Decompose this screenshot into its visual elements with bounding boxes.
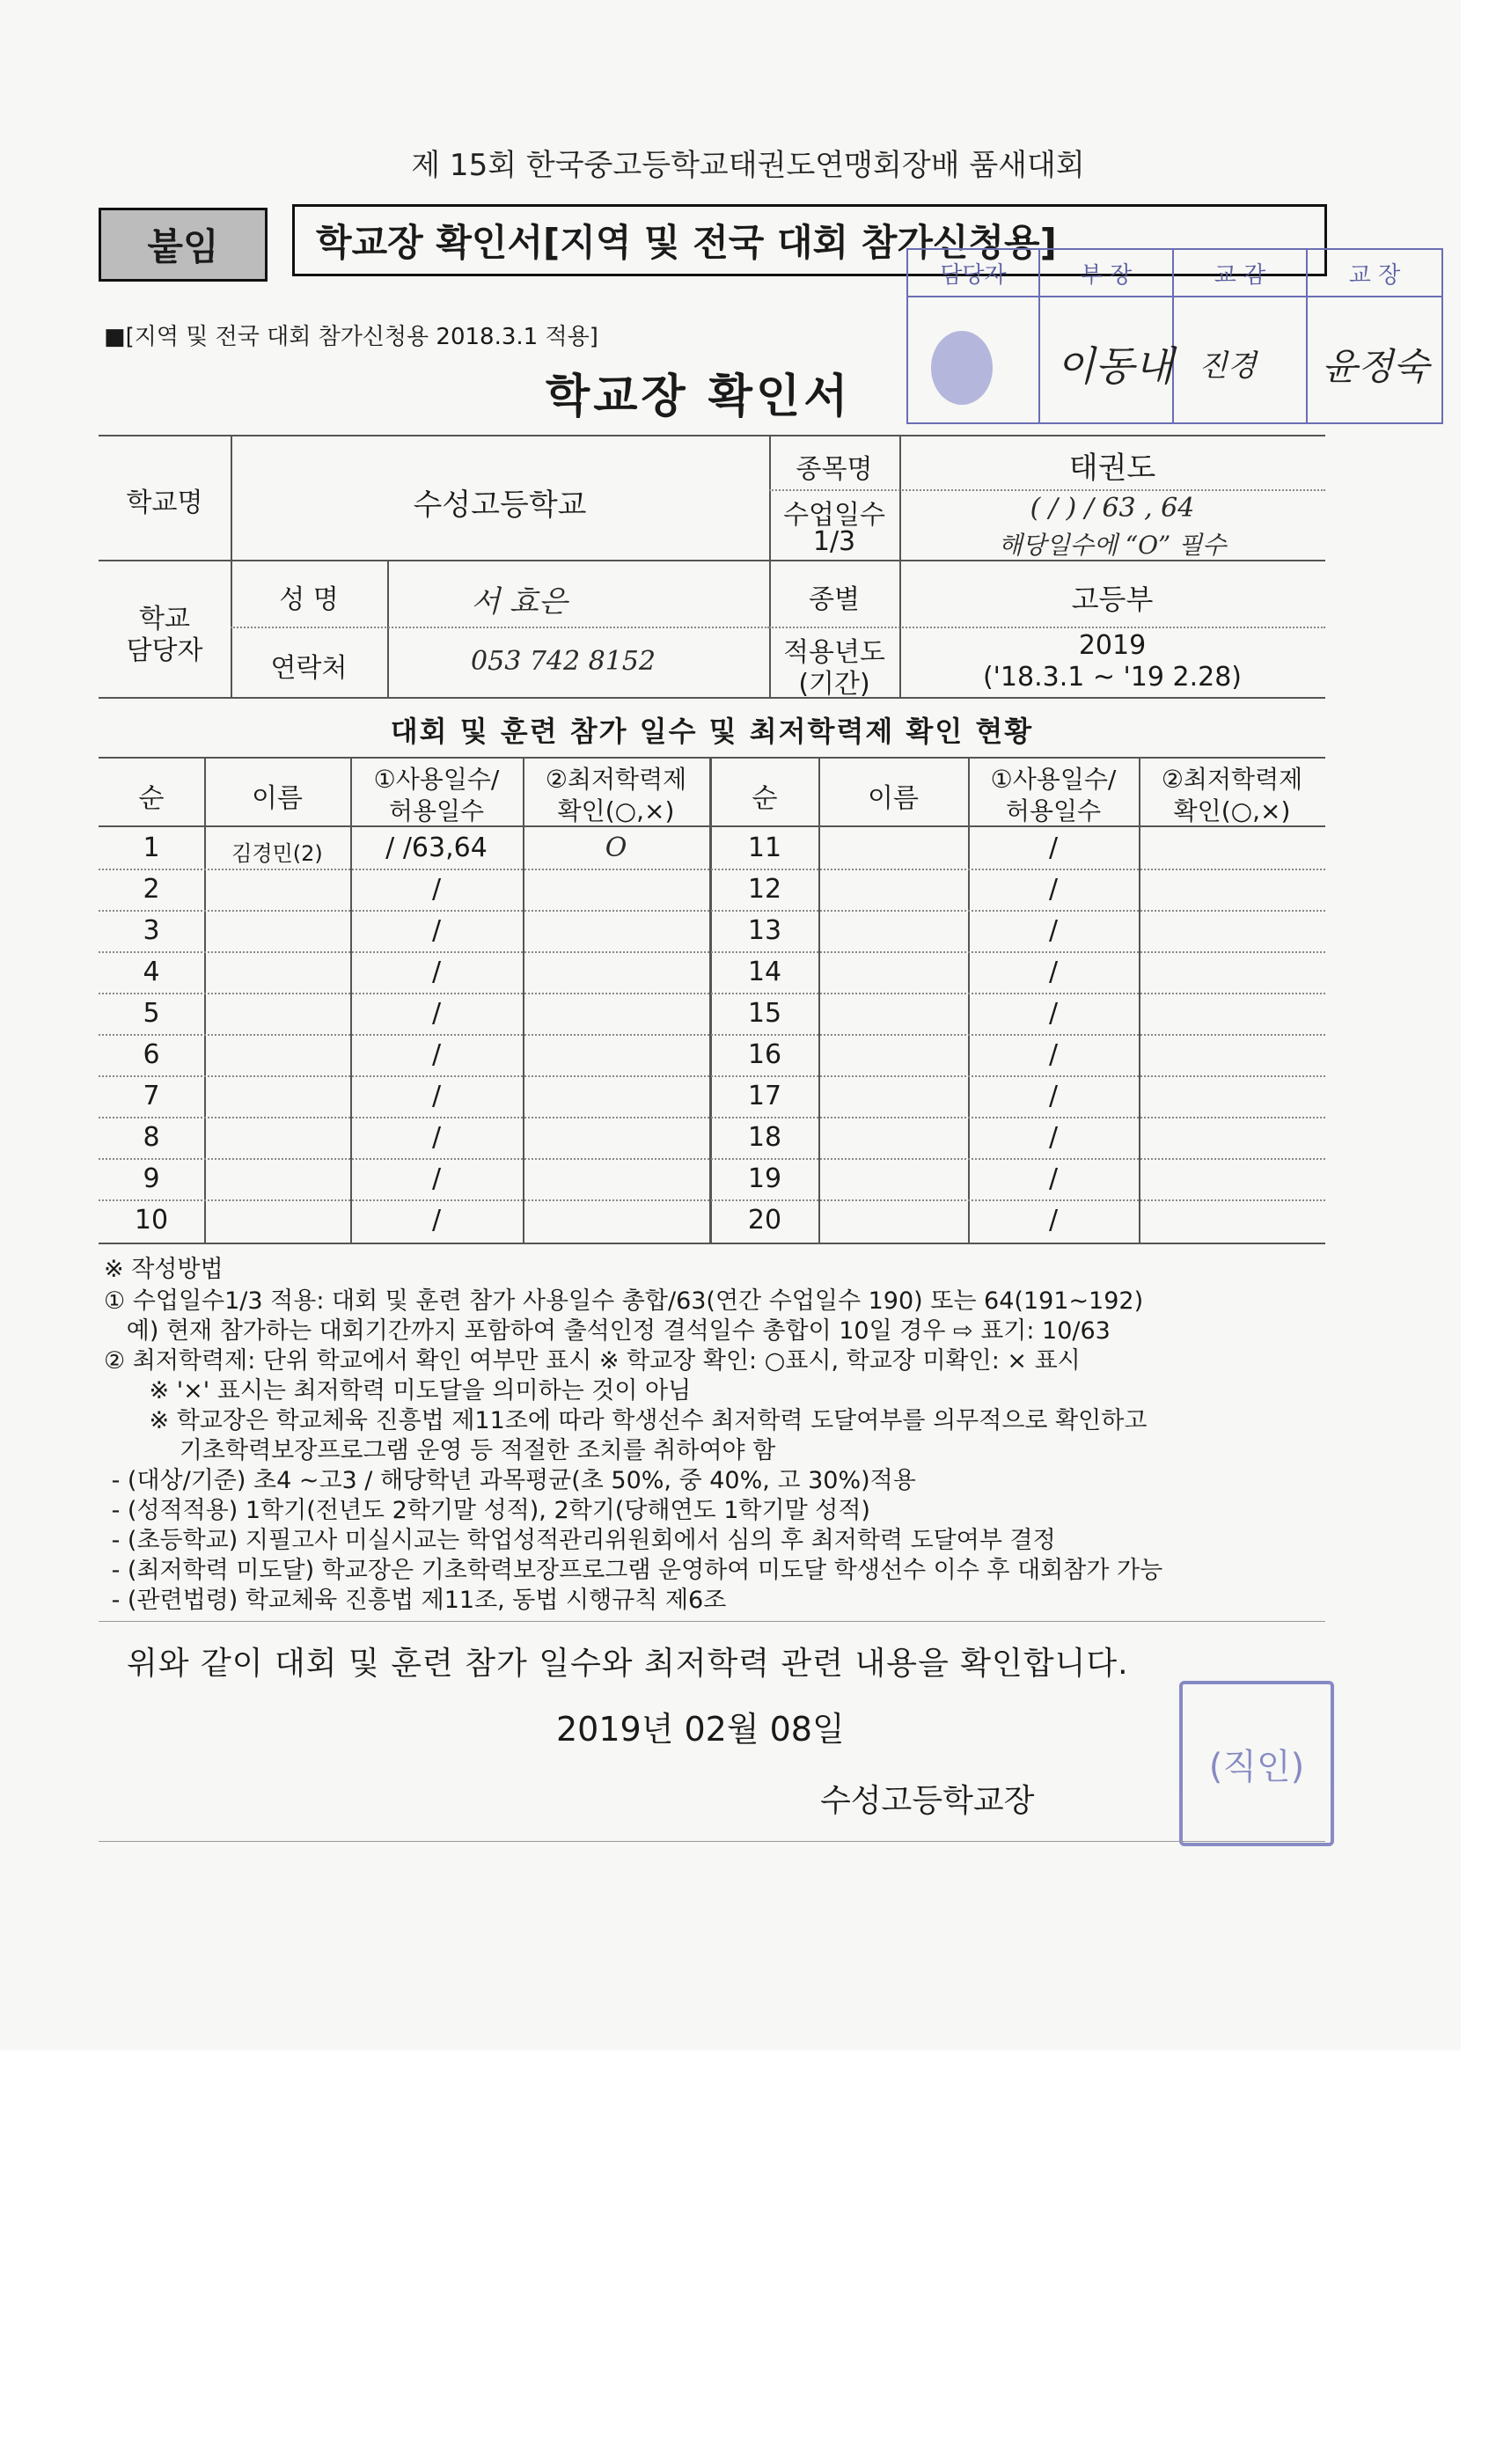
table-cell-check: O [605, 832, 627, 863]
note-text: ■[지역 및 전국 대회 참가신청용 2018.3.1 적용] [104, 324, 598, 350]
approval-header-head: 부 장 [1040, 250, 1174, 297]
confirm-statement: 위와 같이 대회 및 훈련 참가 일수와 최저학력 관련 내용을 확인합니다. [127, 1646, 1129, 1682]
table-cell-days: / [1048, 1163, 1059, 1194]
header-days-left-2: 허용일수 [388, 796, 485, 825]
header-name-left: 이름 [252, 783, 303, 814]
table-cell-days: / [431, 1205, 442, 1236]
manager-label-2: 담당자 [126, 635, 203, 666]
table-cell-no: 10 [134, 1205, 169, 1236]
method-line: ※ '×' 표시는 최저학력 미도달을 의미하는 것이 아님 [104, 1377, 692, 1404]
header-min-left-2: 확인(○,×) [557, 796, 675, 825]
header-days-right-2: 허용일수 [1005, 796, 1102, 825]
table-cell-no: 14 [747, 957, 782, 987]
attachment-label: 붙임 [99, 208, 268, 282]
header-days-left-1: ①사용일수/ [373, 765, 500, 794]
manager-seal [931, 331, 993, 405]
method-line: - (관련법령) 학교체육 진흥법 제11조, 동법 시행규칙 제6조 [104, 1587, 727, 1614]
table-cell-days: / [1048, 915, 1059, 946]
sport-value: 태권도 [1068, 451, 1156, 486]
table-cell-days: / [1048, 1122, 1059, 1153]
main-title: 학교장 확인서 [546, 370, 852, 423]
year-label: 적용년도 [783, 637, 885, 668]
header-no-left: 순 [138, 783, 165, 814]
table-cell-no: 4 [143, 957, 160, 987]
table-cell-name: 김경민(2) [231, 841, 323, 866]
table-cell-no: 17 [747, 1081, 782, 1111]
school-label: 학교명 [126, 488, 203, 518]
header-no-right: 순 [752, 783, 778, 814]
method-line: - (초등학교) 지필고사 미실시교는 학업성적관리위원회에서 심의 후 최저학력 도달여부 결정 [104, 1527, 1056, 1554]
method-line: ※ 학교장은 학교체육 진흥법 제11조에 따라 학생선수 최저학력 도달여부를 의무적으로 확인하고 [104, 1407, 1148, 1434]
table-cell-no: 12 [747, 874, 782, 905]
table-cell-no: 13 [747, 915, 782, 946]
days-value: ( / ) / 63 , 64 [1030, 493, 1195, 524]
table-cell-no: 2 [143, 874, 160, 905]
header-name-right: 이름 [868, 783, 919, 814]
table-cell-no: 19 [747, 1163, 782, 1194]
year-label-period: (기간) [798, 669, 870, 700]
table-cell-no: 6 [143, 1039, 160, 1070]
year-period: ('18.3.1 ~ '19 2.28) [982, 662, 1243, 693]
table-cell-no: 7 [143, 1081, 160, 1111]
table-cell-days: / [1048, 998, 1059, 1029]
table-cell-days: / [1048, 1205, 1059, 1236]
method-line: ② 최저학력제: 단위 학교에서 확인 여부만 표시 ※ 학교장 확인: ○표시, 학교장 미확인: × 표시 [104, 1347, 1081, 1375]
table-cell-days: / [1048, 1039, 1059, 1070]
division-value: 고등부 [1071, 583, 1154, 616]
signature-principal: 윤정숙 [1322, 345, 1429, 388]
official-seal [1179, 1681, 1334, 1846]
competition-title: 제 15회 한국중고등학교태권도연맹회장배 품새대회 [411, 148, 1085, 183]
header-min-left-1: ②최저학력제 [545, 765, 687, 794]
table-caption: 대회 및 훈련 참가 일수 및 최저학력제 확인 현황 [390, 715, 1034, 748]
table-cell-no: 20 [747, 1205, 782, 1236]
table-cell-days: / [1048, 957, 1059, 987]
document-title: 학교장 확인서[지역 및 전국 대회 참가신청용] [292, 204, 1327, 276]
sport-label: 종목명 [796, 454, 873, 485]
days-note: 해당일수에 “O” 필수 [998, 531, 1227, 560]
contact-label: 연락처 [270, 653, 348, 684]
table-cell-no: 8 [143, 1122, 160, 1153]
table-cell-no: 5 [143, 998, 160, 1029]
approval-header-vice: 교 감 [1174, 250, 1308, 297]
table-cell-days: / [431, 1122, 442, 1153]
table-cell-days: / [431, 957, 442, 987]
table-cell-days: / [431, 1163, 442, 1194]
confirm-date: 2019년 02월 08일 [556, 1710, 845, 1749]
table-cell-days: / [431, 1039, 442, 1070]
manager-label-1: 학교 [139, 604, 190, 634]
table-cell-no: 3 [143, 915, 160, 946]
header-min-right-2: 확인(○,×) [1173, 796, 1291, 825]
table-cell-no: 15 [747, 998, 782, 1029]
table-cell-no: 9 [143, 1163, 160, 1194]
signature-head: 이동내 [1056, 342, 1174, 390]
signature-vice: 진경 [1199, 348, 1257, 384]
table-cell-days: / /63,64 [385, 832, 488, 863]
approval-header-principal: 교 장 [1308, 250, 1441, 297]
contact-value: 053 742 8152 [471, 646, 656, 677]
header-days-right-1: ①사용일수/ [990, 765, 1117, 794]
method-heading: ※ 작성방법 [104, 1256, 224, 1283]
days-label-ratio: 1/3 [812, 526, 856, 557]
method-line: 기초학력보장프로그램 운영 등 적절한 조치를 취하여야 함 [104, 1437, 776, 1464]
table-cell-days: / [1048, 832, 1059, 863]
table-cell-no: 11 [747, 832, 782, 863]
approval-header-manager: 담당자 [908, 250, 1040, 297]
seal-text: (직인) [1208, 1746, 1305, 1787]
table-cell-days: / [431, 874, 442, 905]
table-cell-no: 16 [747, 1039, 782, 1070]
days-label: 수업일수 [783, 500, 885, 531]
table-cell-days: / [1048, 874, 1059, 905]
table-cell-days: / [431, 998, 442, 1029]
header-min-right-1: ②최저학력제 [1161, 765, 1303, 794]
name-value: 서 효은 [471, 584, 568, 620]
division-label: 종별 [809, 584, 860, 615]
method-line: - (대상/기준) 초4 ~고3 / 해당학년 과목평균(초 50%, 중 40%, 고 30%)적용 [104, 1467, 916, 1494]
signer-name: 수성고등학교장 [820, 1783, 1035, 1819]
table-cell-no: 18 [747, 1122, 782, 1153]
method-line: - (성적적용) 1학기(전년도 2학기말 성적), 2학기(당해연도 1학기말 성적) [104, 1497, 870, 1524]
method-line: 예) 현재 참가하는 대회기간까지 포함하여 출석인정 결석일수 총합이 10일 경우 ⇨ 표기: 10/63 [104, 1317, 1111, 1345]
year-value: 2019 [1078, 630, 1147, 661]
table-cell-days: / [431, 915, 442, 946]
school-name: 수성고등학교 [413, 488, 587, 523]
method-line: ① 수업일수1/3 적용: 대회 및 훈련 참가 사용일수 총합/63(연간 수업일수 190) 또는 64(191~192) [104, 1287, 1144, 1315]
table-cell-days: / [1048, 1081, 1059, 1111]
method-line: - (최저학력 미도달) 학교장은 기초학력보장프로그램 운영하여 미도달 학생선수 이수 후 대회참가 가능 [104, 1557, 1163, 1584]
name-label: 성 명 [279, 584, 339, 615]
approval-box [906, 248, 1443, 424]
table-cell-days: / [431, 1081, 442, 1111]
table-cell-no: 1 [143, 832, 160, 863]
